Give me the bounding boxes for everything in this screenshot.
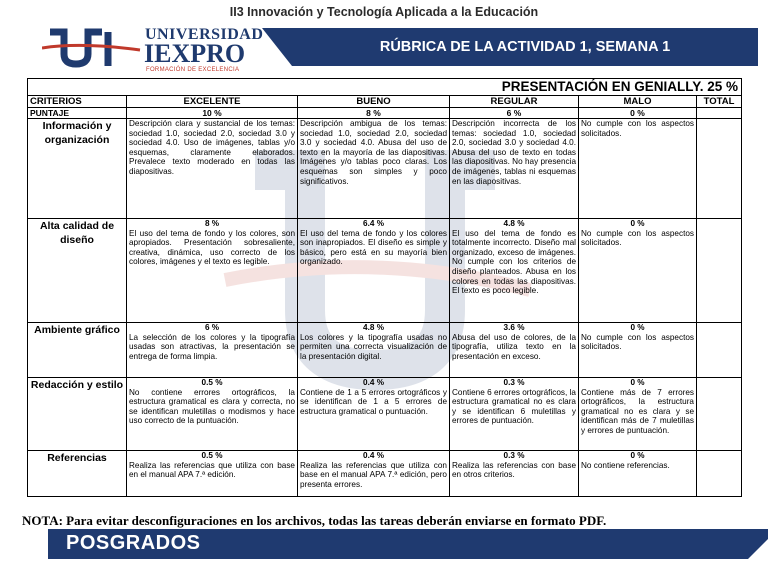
rubric-cell	[579, 323, 697, 378]
document-title: II3 Innovación y Tecnología Aplicada a la Educación	[229, 5, 539, 19]
header-total: TOTAL	[697, 96, 742, 108]
cell-description: El uso del tema de fondo y los colores son inapropiados. El diseño es simple y básico, pero está en su mayoría bien organizado.	[300, 228, 447, 267]
rubric-cell	[450, 378, 579, 451]
cell-description: Realiza las referencias con base en otros criterios.	[452, 460, 576, 480]
logo-tagline: FORMACIÓN DE EXCELENCIA	[146, 67, 240, 73]
cell-description: Contiene más de 7 errores ortográficos, la estructura gramatical no es clara y se identifican más de 7 muletillas y errores de puntuación.	[581, 387, 694, 435]
criterion-label: Referencias	[28, 451, 127, 497]
rubric-cell	[450, 119, 579, 219]
rubric-cell	[298, 378, 450, 451]
puntaje-malo: 0 %	[579, 108, 697, 119]
puntaje-regular: 6 %	[450, 108, 579, 119]
nota-text: NOTA: Para evitar desconfiguraciones en los archivos, todas las tareas deberán enviarse en formato PDF.	[22, 513, 607, 528]
cell-description: El uso del tema de fondo es totalmente incorrecto. Diseño mal organizado, exceso de imágenes. No cumple con los criterios de diseño planteados. Abusa en los colores en todas las diapositivas. El texto es poco legible.	[452, 228, 576, 296]
rubric-cell	[450, 219, 579, 323]
cell-description: No cumple con los aspectos solicitados.	[581, 228, 694, 248]
rubric-cell	[579, 378, 697, 451]
criterion-label: Alta calidad de diseño	[28, 219, 127, 323]
cell-percentage: 6 %	[204, 323, 220, 332]
rubric-cell	[127, 219, 298, 323]
criterion-label: Ambiente gráfico	[28, 323, 127, 378]
puntaje-excelente: 10 %	[127, 108, 298, 119]
cell-description: Descripción clara y sustancial de los temas: sociedad 1.0, sociedad 2.0, sociedad 3.0 y sociedad 4.0. Uso de imágenes, tablas y/o esquemas, claramente elaborados. Prevalece texto moderado en todas las diapositivas.	[129, 119, 295, 176]
logo-iexpro-text: IEXPRO	[144, 39, 246, 68]
rubric-title-row	[28, 79, 742, 96]
puntaje-total	[697, 108, 742, 119]
rubric-cell	[298, 119, 450, 219]
cell-description: Realiza las referencias que utiliza con base en el manual APA 7.ª edición, pero presenta errores.	[300, 460, 447, 489]
rubric-cell	[298, 219, 450, 323]
cell-description: Descripción incorrecta de los temas: sociedad 1.0, sociedad 2.0, sociedad 3.0 y sociedad 4.0. Abusa del uso de texto en todas las diapositivas. No hay presencia de imágenes, tablas ni esquemas en las diapositivas.	[452, 119, 576, 186]
rubric-cell	[450, 451, 579, 497]
cell-percentage: 0 %	[630, 219, 645, 228]
cell-percentage: 0 %	[630, 451, 645, 460]
puntaje-label: PUNTAJE	[28, 108, 127, 119]
cell-percentage: 4.8 %	[363, 323, 384, 332]
header-excelente: EXCELENTE	[127, 96, 298, 108]
total-cell	[697, 219, 742, 323]
cell-description: El uso del tema de fondo y los colores, son apropiados. Presentación sobresaliente, creativa, dinámica, uso correcto de los colores, imágenes y el texto es legible.	[129, 228, 295, 267]
rubric-cell	[127, 451, 298, 497]
cell-description: Contiene 6 errores ortográficos, la estructura gramatical no es clara y se identifican 6 muletillas y errores de puntuación.	[452, 387, 576, 426]
cell-percentage: 0 %	[630, 323, 645, 332]
logo-mark-icon	[42, 24, 142, 74]
rubric-header-row	[28, 96, 742, 108]
header-bueno: BUENO	[298, 96, 450, 108]
rubric-cell	[579, 219, 697, 323]
criterion-label: Información y organización	[28, 119, 127, 219]
cell-percentage: 0.3 %	[503, 451, 525, 460]
cell-percentage: 6.4 %	[363, 219, 384, 228]
rubric-row	[28, 219, 742, 323]
cell-description: No contiene referencias.	[581, 460, 670, 470]
rubric-cell	[298, 323, 450, 378]
header-malo: MALO	[579, 96, 697, 108]
cell-percentage: 4.8 %	[503, 219, 525, 228]
cell-percentage: 8 %	[204, 219, 220, 228]
rubric-banner: RÚBRICA DE LA ACTIVIDAD 1, SEMANA 1	[292, 28, 758, 66]
cell-percentage: 0.5 %	[201, 378, 223, 387]
rubric-cell	[298, 451, 450, 497]
rubric-cell	[579, 119, 697, 219]
header-regular: REGULAR	[450, 96, 579, 108]
cell-description: Realiza las referencias que utiliza con base en el manual APA 7.ª edición.	[129, 460, 295, 480]
rubric-title: PRESENTACIÓN EN GENIALLY. 25 %	[28, 79, 742, 96]
rubric-row	[28, 451, 742, 497]
cell-percentage: 0 %	[630, 378, 645, 387]
cell-description: No cumple con los aspectos solicitados.	[581, 119, 694, 138]
cell-description: Descripción ambigua de los temas: sociedad 1.0, sociedad 2.0, sociedad 3.0 y sociedad 4.0. Abusa del uso de texto en la mayoría de las diapositivas. Imágenes y/o tablas poco claras. Los esquemas son simples y poco significativos.	[300, 119, 447, 186]
logo-university-text: UNIVERSIDAD	[145, 26, 264, 43]
cell-description: Los colores y la tipografía usadas no permiten una correcta visualización de la presentación digital.	[300, 332, 447, 361]
header-criterios: CRITERIOS	[28, 96, 127, 108]
footer-banner	[48, 529, 748, 559]
rubric-cell	[579, 451, 697, 497]
cell-description: No contiene errores ortográficos, la estructura gramatical es clara y correcta, no se identifican muletillas o modismos y hace uso correcto de la puntuación.	[129, 387, 295, 426]
criterion-label: Redacción y estilo	[28, 378, 127, 451]
total-cell	[697, 378, 742, 451]
rubric-row	[28, 323, 742, 378]
cell-percentage: 0.3 %	[503, 378, 525, 387]
cell-description: No cumple con los aspectos solicitados.	[581, 332, 694, 352]
rubric-row	[28, 378, 742, 451]
cell-description: Contiene de 1 a 5 errores ortográficos y se identifican de 1 a 5 errores de estructura gramatical o puntuación.	[300, 387, 447, 416]
total-cell	[697, 323, 742, 378]
cell-percentage: 0.4 %	[363, 451, 384, 460]
total-cell	[697, 119, 742, 219]
puntaje-bueno: 8 %	[298, 108, 450, 119]
cell-percentage: 0.4 %	[363, 378, 384, 387]
university-logo	[42, 24, 272, 74]
rubric-table	[27, 78, 742, 497]
cell-percentage: 3.6 %	[503, 323, 525, 332]
total-cell	[697, 451, 742, 497]
cell-percentage: 0.5 %	[201, 451, 223, 460]
footer-label: POSGRADOS	[66, 532, 201, 554]
rubric-cell	[127, 119, 298, 219]
rubric-cell	[127, 323, 298, 378]
rubric-row	[28, 119, 742, 219]
puntaje-row	[28, 108, 742, 119]
cell-description: La selección de los colores y la tipografía usadas son atractivas, la presentación se entrega de forma limpia.	[129, 332, 295, 361]
cell-description: Abusa del uso de colores, de la tipografía, utiliza texto en la presentación en exceso.	[452, 332, 576, 361]
rubric-cell	[127, 378, 298, 451]
rubric-cell	[450, 323, 579, 378]
